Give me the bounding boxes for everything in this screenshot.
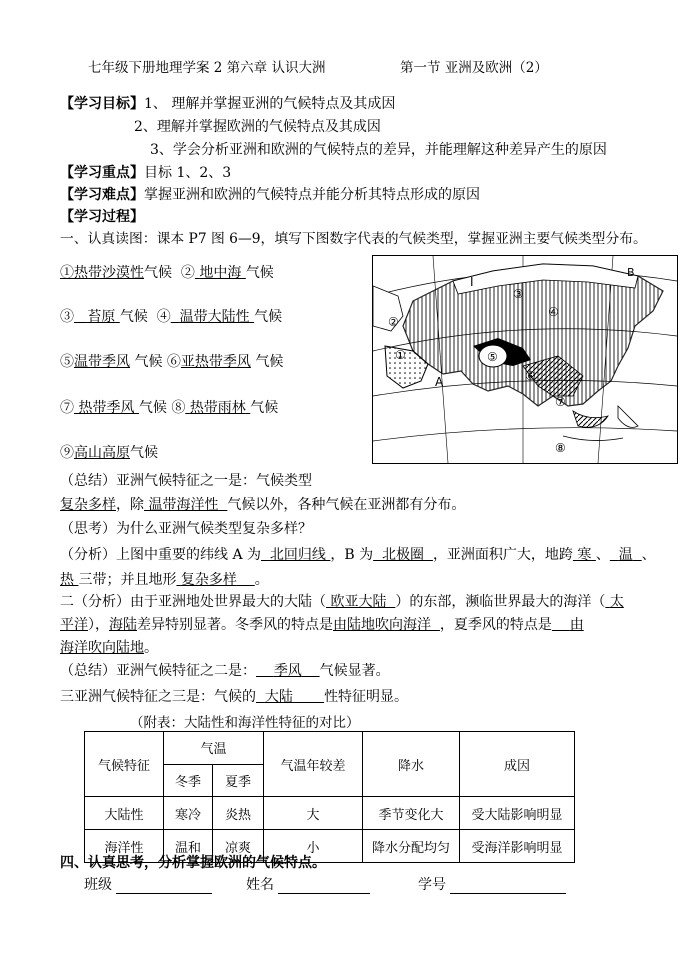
- climate-num: ⑦: [60, 400, 74, 416]
- climate-line-3: [60, 351, 283, 371]
- table-cell: 大陆性: [85, 797, 164, 830]
- map-label: ⑤: [487, 350, 498, 364]
- process-label: 【学习过程】: [60, 209, 144, 225]
- name-blank[interactable]: [278, 877, 370, 894]
- map-label: ④: [548, 305, 559, 319]
- goal-item: 3、学会分析亚洲和欧洲的气候特点的差异，并能理解这种差异产生的原因: [150, 142, 607, 158]
- map-label: ③: [513, 287, 524, 301]
- table-cell: 温和: [164, 830, 213, 863]
- climate-answer: 热带季风: [78, 400, 135, 416]
- table-cell: 海洋性: [85, 830, 164, 863]
- document-title: 七年级下册地理学案 2 第六章 认识大洲: [88, 60, 326, 76]
- goal-item: 1、 理解并掌握亚洲的气候特点及其成因: [144, 96, 396, 112]
- climate-answer: 高山高原: [74, 445, 130, 461]
- summary1-line: [60, 494, 465, 514]
- header-cell: 成因: [460, 732, 575, 797]
- climate-num: ②: [180, 265, 195, 281]
- map-label: ①: [395, 348, 406, 362]
- analysis1-paragraph: （分析）上图中重要的纬线 A 为 北回归线 ，B 为 北极圈 ，亚洲面积广大，地跨 寒 、 温 、 热 三带；并且地形 复杂多样 。: [60, 547, 656, 588]
- climate-num: ⑧: [171, 400, 186, 416]
- climate-line-2: [60, 306, 282, 326]
- table-cell: 受海洋影响明显: [460, 830, 575, 863]
- climate-suffix: 气候: [250, 400, 279, 416]
- table-cell: 炎热: [213, 797, 264, 830]
- summary1-answer2: 温带海洋性: [148, 497, 219, 513]
- asia-climate-map: [372, 255, 678, 464]
- table-cell: 凉爽: [213, 830, 264, 863]
- text-fragment: ，除: [116, 497, 144, 513]
- name-label: 姓名: [246, 877, 274, 893]
- think-question: （思考）为什么亚洲气候类型复杂多样？: [60, 521, 312, 537]
- summary2-line: （总结）亚洲气候特征之二是： 季风 气候显著。: [60, 663, 390, 679]
- class-label: 班级: [84, 877, 112, 893]
- map-label: ⑧: [555, 441, 566, 455]
- climate-answer: 亚热带季风: [180, 354, 251, 370]
- summary1-answer: 复杂多样: [60, 497, 116, 513]
- comparison-table: [84, 731, 575, 863]
- table-cell: 小: [264, 830, 363, 863]
- header-cell: 冬季: [164, 764, 213, 797]
- climate-item-1: ①热带沙漠性: [60, 265, 144, 281]
- difficulty-line: [60, 185, 480, 205]
- climate-suffix: 气候: [255, 354, 284, 370]
- climate-num: ⑤: [60, 354, 74, 370]
- table-cell: 受大陆影响明显: [460, 797, 575, 830]
- climate-line-4: [60, 397, 278, 417]
- document-section-title: 第一节 亚洲及欧洲（2）: [400, 60, 548, 76]
- table-cell: 大: [264, 797, 363, 830]
- climate-answer: 地中海: [199, 265, 242, 281]
- key-points-label: 【学习重点】: [60, 165, 144, 181]
- climate-line-5: [60, 442, 158, 462]
- analysis2-paragraph: 二（分析）由于亚洲地处世界最大的大陆（ 欧亚大陆 ）的东部，濒临世界最大的海洋（ 太 平洋），海陆差异特别显著。冬季风的特点是由陆地吹向海洋 ，夏季风的特点是 由 海洋吹向陆地。: [60, 594, 624, 656]
- header-cell: 夏季: [213, 764, 264, 797]
- climate-num: ④: [156, 309, 171, 325]
- key-points-text: 目标 1、2、3: [144, 165, 232, 181]
- map-label: ②: [388, 315, 399, 329]
- table-header-row: [85, 732, 575, 765]
- text-fragment: 气候以外，各种气候在亚洲都有分布。: [227, 497, 466, 513]
- header-cell: 降水: [363, 732, 460, 797]
- student-id-field[interactable]: [418, 874, 566, 894]
- header-cell: 气温年较差: [264, 732, 363, 797]
- table-row: [85, 797, 575, 830]
- difficulty-text: 掌握亚洲和欧洲的气候特点并能分析其特点形成的原因: [144, 187, 480, 203]
- climate-suffix: 气候: [138, 400, 167, 416]
- climate-suffix: 气候: [245, 265, 274, 281]
- climate-num: ⑨: [60, 445, 74, 461]
- climate-suffix: 气候: [254, 309, 283, 325]
- table-cell: 寒冷: [164, 797, 213, 830]
- goals-label: 【学习目标】: [60, 96, 144, 112]
- climate-answer: 温带大陆性: [179, 309, 250, 325]
- summary1-prefix: （总结）亚洲气候特征之一是：气候类型: [60, 473, 312, 489]
- climate-answer: 温带季风: [74, 354, 130, 370]
- climate-line-1: [60, 262, 274, 282]
- student-id-label: 学号: [418, 877, 446, 893]
- table-cell: 季节变化大: [363, 797, 460, 830]
- student-id-blank[interactable]: [450, 877, 566, 894]
- map-graphic: [373, 256, 677, 463]
- map-label: A: [435, 375, 444, 389]
- climate-suffix: 气候: [134, 354, 163, 370]
- header-cell: 气温: [164, 732, 264, 765]
- part1-instruction: 一、认真读图：课本 P7 图 6—9，填写下图数字代表的气候类型，掌握亚洲主要气候类型分布。: [60, 231, 647, 247]
- key-points-line: [60, 163, 231, 183]
- goal-item: 2、理解并掌握欧洲的气候特点及其成因: [134, 119, 381, 135]
- header-cell: 气候特征: [85, 732, 164, 797]
- class-field[interactable]: [84, 874, 212, 894]
- map-label: I: [470, 275, 474, 289]
- climate-answer: 热带雨林: [189, 400, 246, 416]
- map-label: B: [627, 266, 635, 279]
- goals-line-1: [60, 94, 395, 114]
- part3-line: 三亚洲气候特征之三是：气候的 大陆 性特征明显。: [60, 689, 409, 705]
- climate-answer: 苔原: [87, 309, 116, 325]
- table-caption: （附表：大陆性和海洋性特征的对比）: [130, 715, 360, 731]
- climate-suffix: 气候: [144, 265, 172, 281]
- climate-suffix: 气候: [130, 445, 158, 461]
- map-label: ⑦: [555, 395, 566, 409]
- name-field[interactable]: [246, 874, 370, 894]
- difficulty-label: 【学习难点】: [60, 187, 144, 203]
- map-label: ⑥: [525, 369, 536, 383]
- class-blank[interactable]: [116, 877, 212, 894]
- climate-suffix: 气候: [119, 309, 148, 325]
- climate-num: ⑥: [166, 354, 181, 370]
- table-cell: 降水分配均匀: [363, 830, 460, 863]
- climate-num: ③: [60, 309, 74, 325]
- part4-instruction: 四、认真思考，分析掌握欧洲的气候特点。: [60, 855, 326, 871]
